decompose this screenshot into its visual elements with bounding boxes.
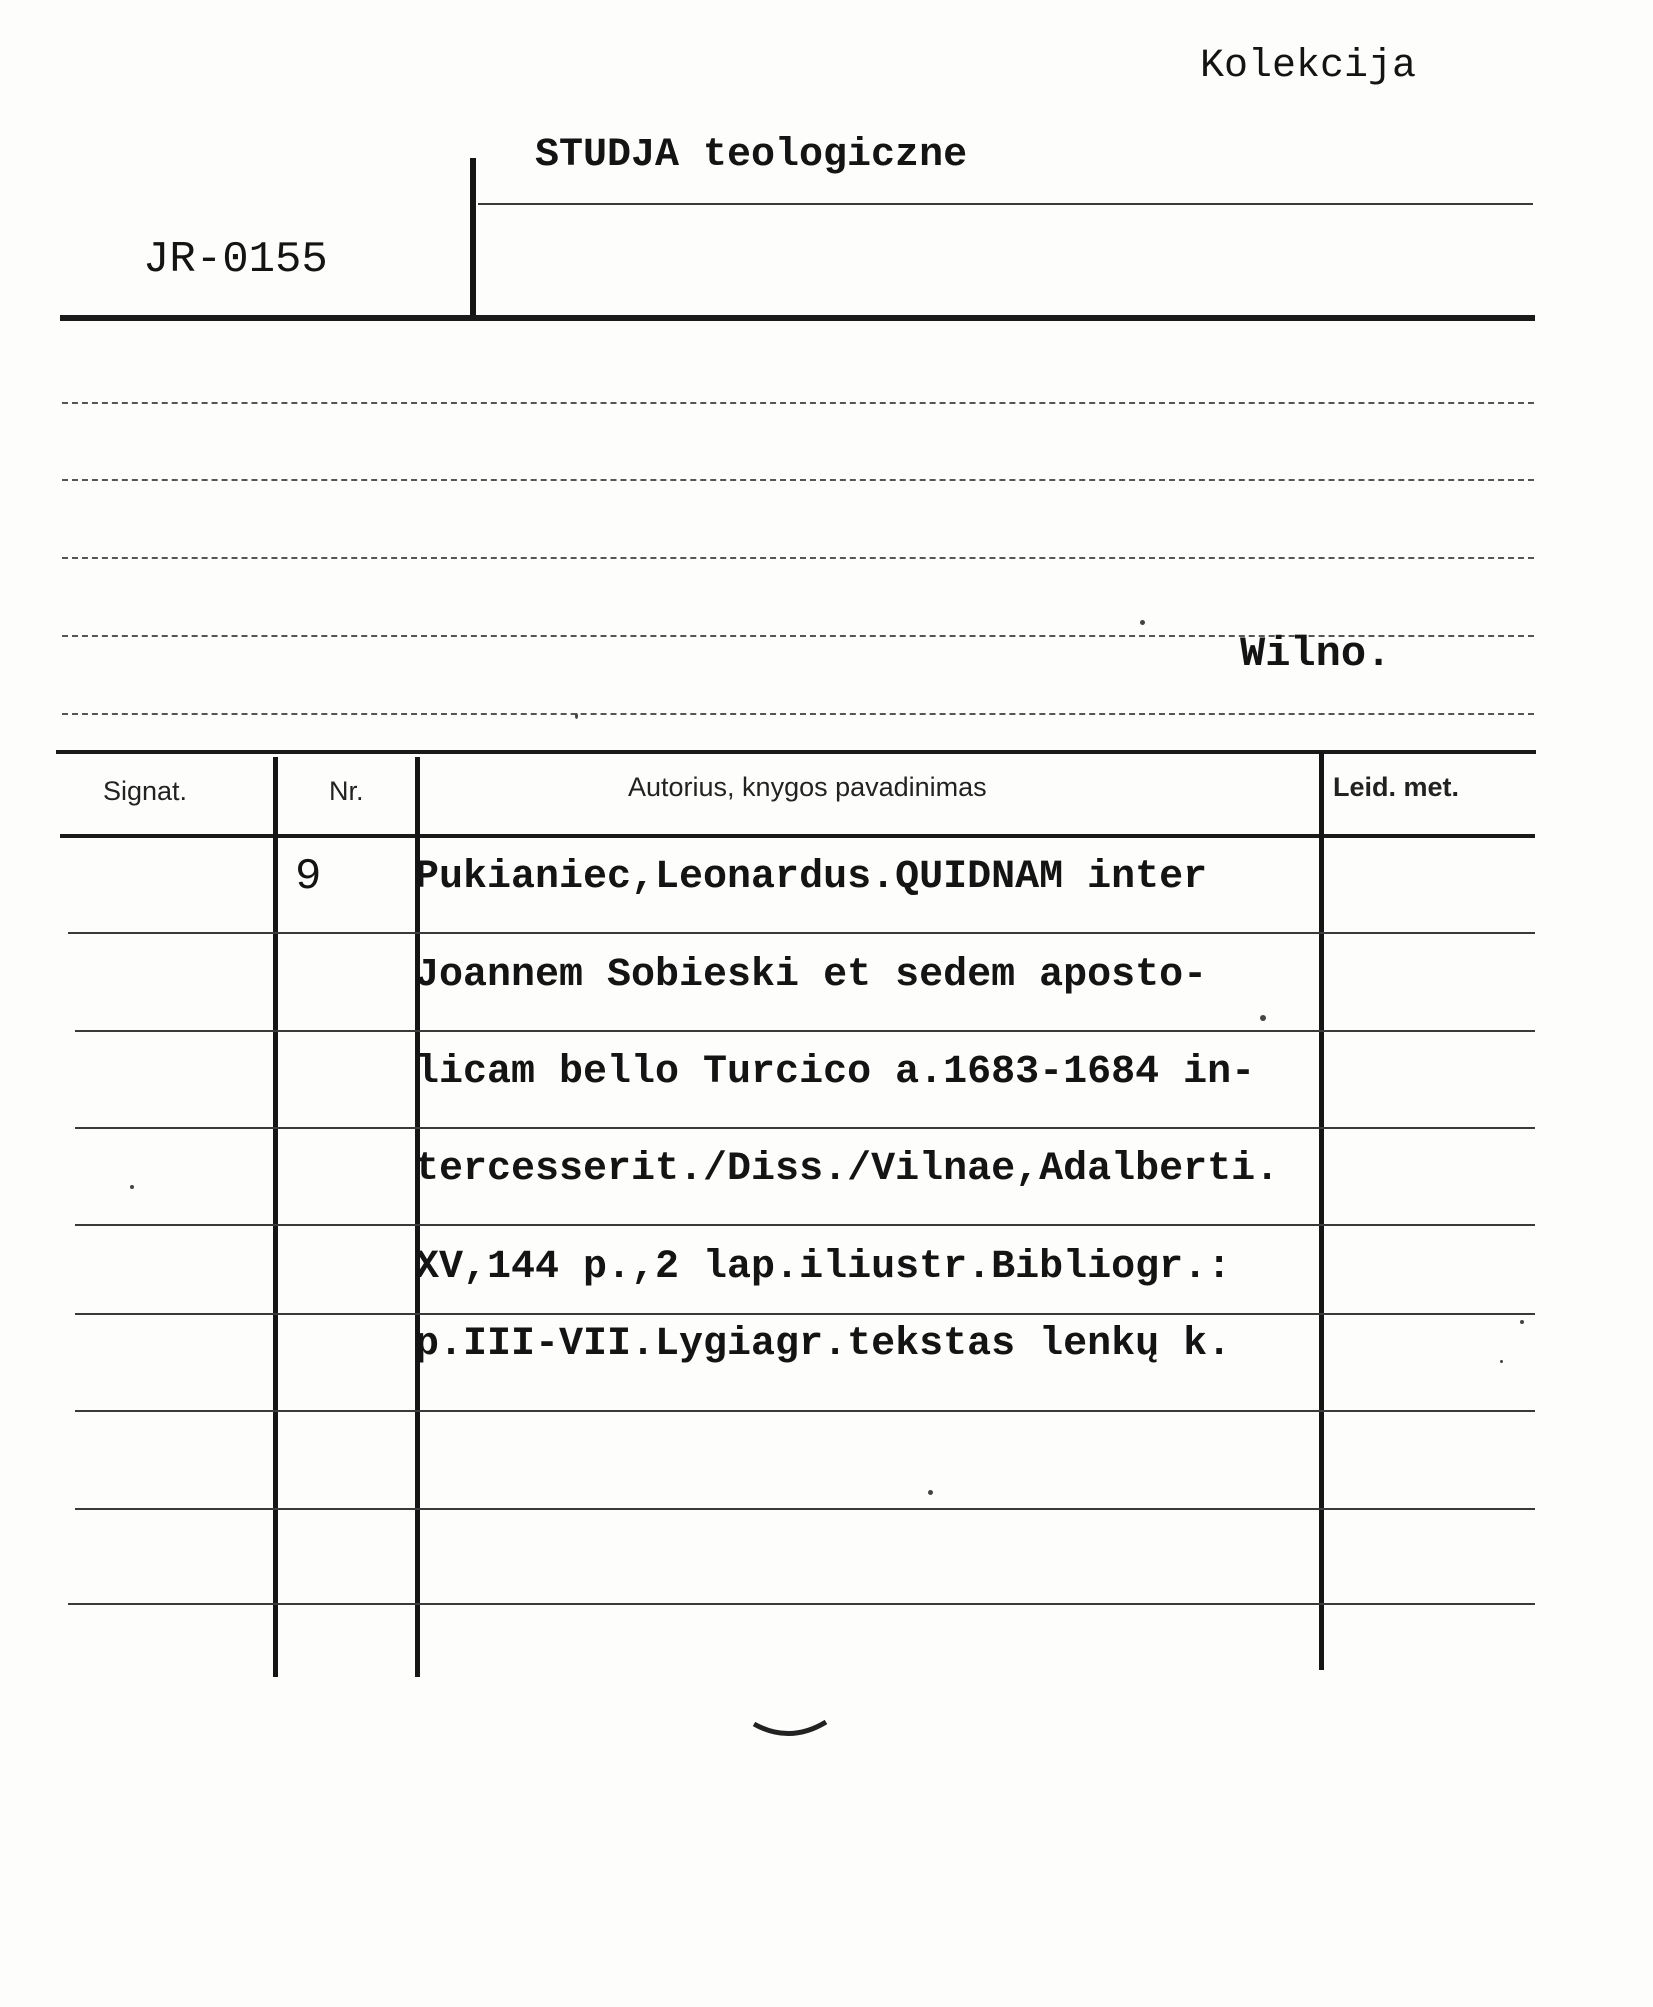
curve-mark [750, 1710, 830, 1750]
row-rule [68, 932, 1535, 934]
row-rule [75, 1313, 1535, 1315]
scan-speck [130, 1185, 134, 1189]
scan-speck [1140, 620, 1145, 625]
ruled-line [62, 479, 1534, 481]
row-rule [75, 1224, 1535, 1226]
header-rule [60, 834, 1535, 838]
row-rule [75, 1508, 1535, 1510]
header-number: Nr. [329, 776, 364, 806]
scan-speck [928, 1490, 933, 1495]
column-divider [273, 757, 278, 1677]
row-rule [75, 1127, 1535, 1129]
collection-label: Kolekcija [1200, 44, 1417, 89]
ruled-line [62, 713, 1534, 715]
table-top-rule [56, 750, 1536, 754]
scan-speck [1260, 1015, 1266, 1021]
heading-divider [470, 158, 476, 318]
scan-speck [1500, 1360, 1503, 1363]
scan-speck [1520, 1320, 1524, 1324]
heading-underline [478, 203, 1533, 205]
entry-line: licam bello Turcico a.1683-1684 in- [415, 1050, 1256, 1095]
ruled-line [62, 557, 1534, 559]
header-author-title: Autorius, knygos pavadinimas [628, 772, 987, 802]
heading-rule [60, 315, 1535, 321]
entry-line: XV,144 p.,2 lap.iliustr.Bibliogr.: [415, 1245, 1232, 1290]
entry-line: p.III-VII.Lygiagr.tekstas lenkų k. [415, 1322, 1232, 1367]
entry-line: Pukianiec,Leonardus.QUIDNAM inter [415, 855, 1208, 900]
place-label: Wilno. [1240, 630, 1392, 678]
header-year: Leid. met. [1333, 772, 1460, 802]
row-rule [75, 1410, 1535, 1412]
entry-number: 9 [295, 852, 322, 902]
entry-line: tercesserit./Diss./Vilnae,Adalberti. [415, 1147, 1280, 1192]
row-rule [68, 1603, 1535, 1605]
ruled-line [62, 402, 1534, 404]
header-signature: Signat. [103, 776, 188, 806]
row-rule [75, 1030, 1535, 1032]
shelfmark: JR-0155 [143, 235, 328, 285]
entry-line: Joannem Sobieski et sedem aposto- [415, 953, 1208, 998]
card-heading: STUDJA teologiczne [535, 133, 968, 178]
column-divider [1319, 752, 1324, 1670]
scan-speck [575, 713, 578, 719]
